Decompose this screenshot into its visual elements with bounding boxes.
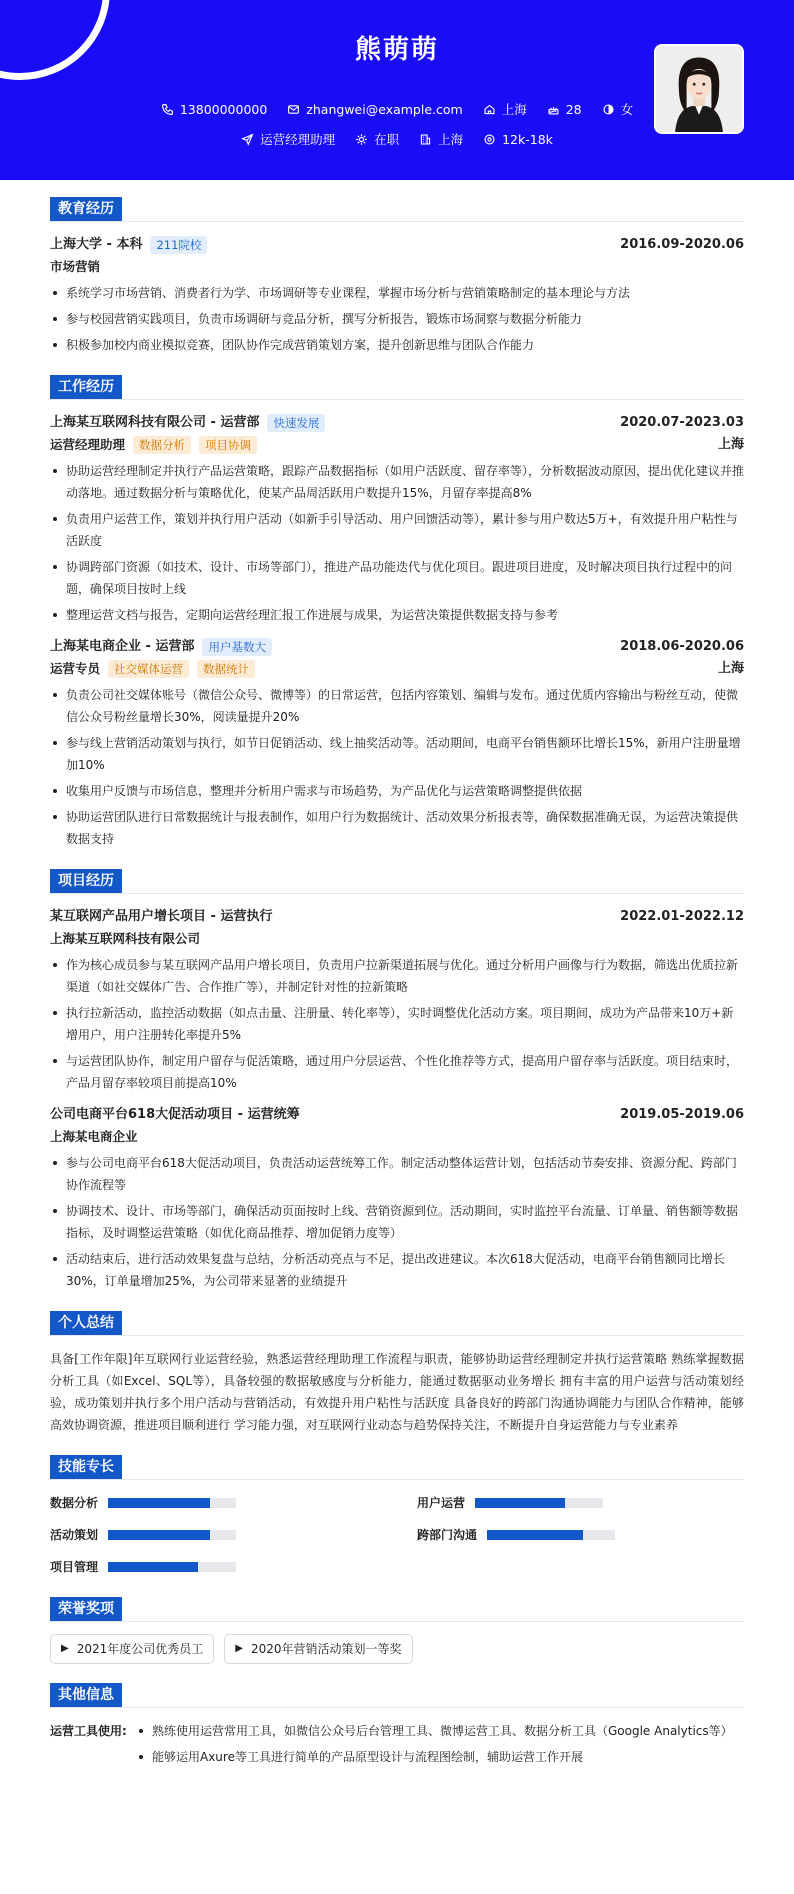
skill-bar-fill: [108, 1562, 198, 1572]
email-text: zhangwei@example.com: [306, 102, 463, 117]
project-bullets: [50, 1152, 744, 1292]
skill-bar-fill: [487, 1530, 583, 1540]
section-title: 教育经历: [50, 197, 122, 221]
education-date: 2016.09-2020.06: [620, 236, 744, 252]
project-entry: [50, 1104, 744, 1292]
skill-tag: 项目协调: [199, 436, 257, 454]
list-item: 收集用户反馈与市场信息，整理并分析用户需求与市场趋势，为产品优化与运营策略调整提供依据: [50, 780, 744, 802]
send-icon: [241, 133, 254, 146]
section-title: 个人总结: [50, 1311, 122, 1335]
play-icon: ▶: [61, 1643, 69, 1655]
skill-tag: 数据统计: [197, 660, 255, 678]
job-entry: [50, 636, 744, 850]
email-info: [287, 100, 462, 119]
education-bullets: [50, 282, 744, 356]
job-bullets: [50, 460, 744, 626]
salary-text: 12k-18k: [502, 132, 553, 147]
company-name: 上海某电商企业 - 运营部: [50, 638, 195, 654]
summary-text: 具备[工作年限]年互联网行业运营经验，熟悉运营经理助理工作流程与职责，能够协助运营经理制定并执行运营策略 熟练掌握数据分析工具（如Excel、SQL等），具备较强的数据敏感度与分析能力，能通过数据驱动业务增长 拥有丰富的用户运营与活动策划经验，成功策划并执行多个用户活动与营销活动，有效提升用户粘性与活跃度 具备良好的跨部门沟通协调能力与团队合作精神，能够高效协调资源，推进项目顺利进行 学习能力强，对互联网行业动态与趋势保持关注，不断提升自身运营能力与专业素养: [50, 1352, 744, 1432]
section-header: [50, 1454, 744, 1480]
company-name: 上海某互联网科技有限公司 - 运营部: [50, 414, 260, 430]
school-name: 上海大学 - 本科: [50, 236, 143, 252]
section-title: 技能专长: [50, 1455, 122, 1479]
employment-status-text: 在职: [374, 132, 400, 147]
skills-grid: [50, 1492, 744, 1578]
work-section: [50, 374, 744, 850]
target-city-info: [419, 130, 463, 149]
resume-body: [0, 180, 794, 1792]
list-item: 积极参加校内商业模拟竞赛，团队协作完成营销策划方案，提升创新思维与团队合作能力: [50, 334, 744, 356]
project-date: 2022.01-2022.12: [620, 908, 744, 924]
other-label: 运营工具使用:: [50, 1724, 127, 1738]
honor-text: 2020年营销活动策划一等奖: [250, 1641, 402, 1656]
building-icon: [419, 133, 432, 146]
job-date: 2018.06-2020.06: [620, 638, 744, 654]
list-item: 执行拉新活动，监控活动数据（如点击量、注册量、转化率等），实时调整优化活动方案。项目期间，成功为产品带来10万+新增用户，用户注册转化率提升5%: [50, 1002, 744, 1046]
skill-tag: 数据分析: [133, 436, 191, 454]
job-position: 运营经理助理: [50, 437, 126, 453]
section-header: [50, 374, 744, 400]
play-icon: ▶: [235, 1643, 243, 1655]
major-name: 市场营销: [50, 259, 101, 275]
skill-bar: [108, 1530, 236, 1540]
honor-text: 2021年度公司优秀员工: [76, 1641, 204, 1656]
skill-bar: [108, 1498, 236, 1508]
skill-item: [50, 1556, 377, 1578]
skill-name: 跨部门沟通: [417, 1527, 478, 1542]
honor-item: [224, 1634, 412, 1664]
cake-icon: [547, 103, 560, 116]
other-bullets: [136, 1720, 733, 1772]
honors-list: [50, 1634, 744, 1664]
skill-bar: [108, 1562, 236, 1572]
avatar: [654, 44, 744, 134]
skill-bar-fill: [108, 1498, 210, 1508]
city-text: 上海: [501, 102, 527, 117]
status-icon: [355, 133, 368, 146]
list-item: 活动结束后，进行活动效果复盘与总结，分析活动亮点与不足，提出改进建议。本次618大促活动，电商平台销售额同比增长30%，订单量增加25%，为公司带来显著的业绩提升: [50, 1248, 744, 1292]
phone-text: 13800000000: [179, 102, 268, 117]
list-item: 熟练使用运营常用工具，如微信公众号后台管理工具、微博运营工具、数据分析工具（Google Analytics等）: [136, 1720, 733, 1742]
section-title: 项目经历: [50, 869, 122, 893]
section-title: 工作经历: [50, 375, 122, 399]
skill-name: 用户运营: [417, 1495, 466, 1510]
project-date: 2019.05-2019.06: [620, 1106, 744, 1122]
section-header: [50, 1682, 744, 1708]
skill-bar: [475, 1498, 603, 1508]
education-section: [50, 196, 744, 356]
project-bullets: [50, 954, 744, 1094]
project-company: 上海某电商企业: [50, 1129, 138, 1145]
home-icon: [483, 103, 496, 116]
summary-section: [50, 1310, 744, 1436]
company-tag: 快速发展: [267, 414, 325, 432]
skills-section: [50, 1454, 744, 1578]
skill-item: [50, 1492, 377, 1514]
list-item: 协调技术、设计、市场等部门，确保活动页面按时上线、营销资源到位。活动期间，实时监控平台流量、订单量、销售额等数据指标，及时调整运营策略（如优化商品推荐、增加促销力度等）: [50, 1200, 744, 1244]
section-header: [50, 196, 744, 222]
phone-icon: [161, 103, 174, 116]
company-tag: 用户基数大: [202, 638, 272, 656]
other-info-row: [50, 1720, 744, 1772]
section-title: 其他信息: [50, 1683, 122, 1707]
candidate-name: 熊萌萌: [354, 35, 439, 65]
job-bullets: [50, 684, 744, 850]
job-date: 2020.07-2023.03: [620, 414, 744, 430]
skill-bar: [487, 1530, 615, 1540]
job-entry: [50, 412, 744, 626]
honors-section: [50, 1596, 744, 1664]
skill-item: [417, 1524, 744, 1546]
phone-info: [161, 100, 267, 119]
gender-text: 女: [620, 102, 634, 117]
list-item: 参与公司电商平台618大促活动项目，负责活动运营统筹工作。制定活动整体运营计划，包括活动节奏安排、资源分配、跨部门协作流程等: [50, 1152, 744, 1196]
honor-item: [50, 1634, 214, 1664]
job-location: 上海: [717, 436, 744, 452]
gender-icon: [602, 103, 615, 116]
list-item: 参与线上营销活动策划与执行，如节日促销活动、线上抽奖活动等。活动期间，电商平台销售额环比增长15%，新用户注册量增加10%: [50, 732, 744, 776]
skill-item: [417, 1492, 744, 1514]
job-location: 上海: [717, 660, 744, 676]
section-title: 荣誉奖项: [50, 1597, 122, 1621]
mail-icon: [287, 103, 300, 116]
project-name: 公司电商平台618大促活动项目 - 运营统筹: [50, 1106, 300, 1122]
section-header: [50, 1310, 744, 1336]
list-item: 负责用户运营工作，策划并执行用户活动（如新手引导活动、用户回馈活动等），累计参与用户数达5万+，有效提升用户粘性与活跃度: [50, 508, 744, 552]
age-text: 28: [565, 102, 582, 117]
list-item: 作为核心成员参与某互联网产品用户增长项目，负责用户拉新渠道拓展与优化。通过分析用户画像与行为数据，筛选出优质拉新渠道（如社交媒体广告、合作推广等），并制定针对性的拉新策略: [50, 954, 744, 998]
skill-bar-fill: [475, 1498, 565, 1508]
target-position-info: [241, 130, 335, 149]
project-company: 上海某互联网科技有限公司: [50, 931, 201, 947]
list-item: 协助运营团队进行日常数据统计与报表制作，如用户行为数据统计、活动效果分析报表等，确保数据准确无误，为运营决策提供数据支持: [50, 806, 744, 850]
list-item: 协助运营经理制定并执行产品运营策略，跟踪产品数据指标（如用户活跃度、留存率等），分析数据波动原因，提出优化建议并推动落地。通过数据分析与策略优化，使某产品周活跃用户数提升15%，月留存率提高8%: [50, 460, 744, 504]
projects-section: [50, 868, 744, 1292]
list-item: 与运营团队协作，制定用户留存与促活策略，通过用户分层运营、个性化推荐等方式，提高用户留存率与活跃度。项目结束时，产品月留存率较项目前提高10%: [50, 1050, 744, 1094]
skill-tag: 社交媒体运营: [108, 660, 189, 678]
target-position-text: 运营经理助理: [260, 132, 336, 147]
skill-item: [50, 1524, 377, 1546]
list-item: 协调跨部门资源（如技术、设计、市场等部门），推进产品功能迭代与优化项目。跟进项目进度，及时解决项目执行过程中的问题，确保项目按时上线: [50, 556, 744, 600]
list-item: 负责公司社交媒体账号（微信公众号、微博等）的日常运营，包括内容策划、编辑与发布。通过优质内容输出与粉丝互动，使微信公众号粉丝量增长30%，阅读量提升20%: [50, 684, 744, 728]
salary-info: [483, 130, 553, 149]
gender-info: [602, 100, 634, 119]
skill-bar-fill: [108, 1530, 210, 1540]
list-item: 整理运营文档与报告，定期向运营经理汇报工作进展与成果，为运营决策提供数据支持与参考: [50, 604, 744, 626]
list-item: 能够运用Axure等工具进行简单的产品原型设计与流程图绘制，辅助运营工作开展: [136, 1746, 733, 1768]
salary-icon: [483, 133, 496, 146]
skill-name: 数据分析: [50, 1495, 99, 1510]
list-item: 系统学习市场营销、消费者行为学、市场调研等专业课程，掌握市场分析与营销策略制定的基本理论与方法: [50, 282, 744, 304]
city-info: [483, 100, 527, 119]
job-position: 运营专员: [50, 661, 101, 677]
employment-status-info: [355, 130, 399, 149]
section-header: [50, 1596, 744, 1622]
skill-name: 项目管理: [50, 1559, 99, 1574]
age-info: [547, 100, 582, 119]
section-header: [50, 868, 744, 894]
resume-header: [0, 0, 794, 180]
list-item: 参与校园营销实践项目，负责市场调研与竞品分析，撰写分析报告，锻炼市场洞察与数据分析能力: [50, 308, 744, 330]
other-section: [50, 1682, 744, 1772]
school-tag: 211院校: [150, 236, 207, 254]
education-entry: [50, 234, 744, 356]
target-city-text: 上海: [438, 132, 464, 147]
project-name: 某互联网产品用户增长项目 - 运营执行: [50, 908, 273, 924]
skill-name: 活动策划: [50, 1527, 99, 1542]
project-entry: [50, 906, 744, 1094]
